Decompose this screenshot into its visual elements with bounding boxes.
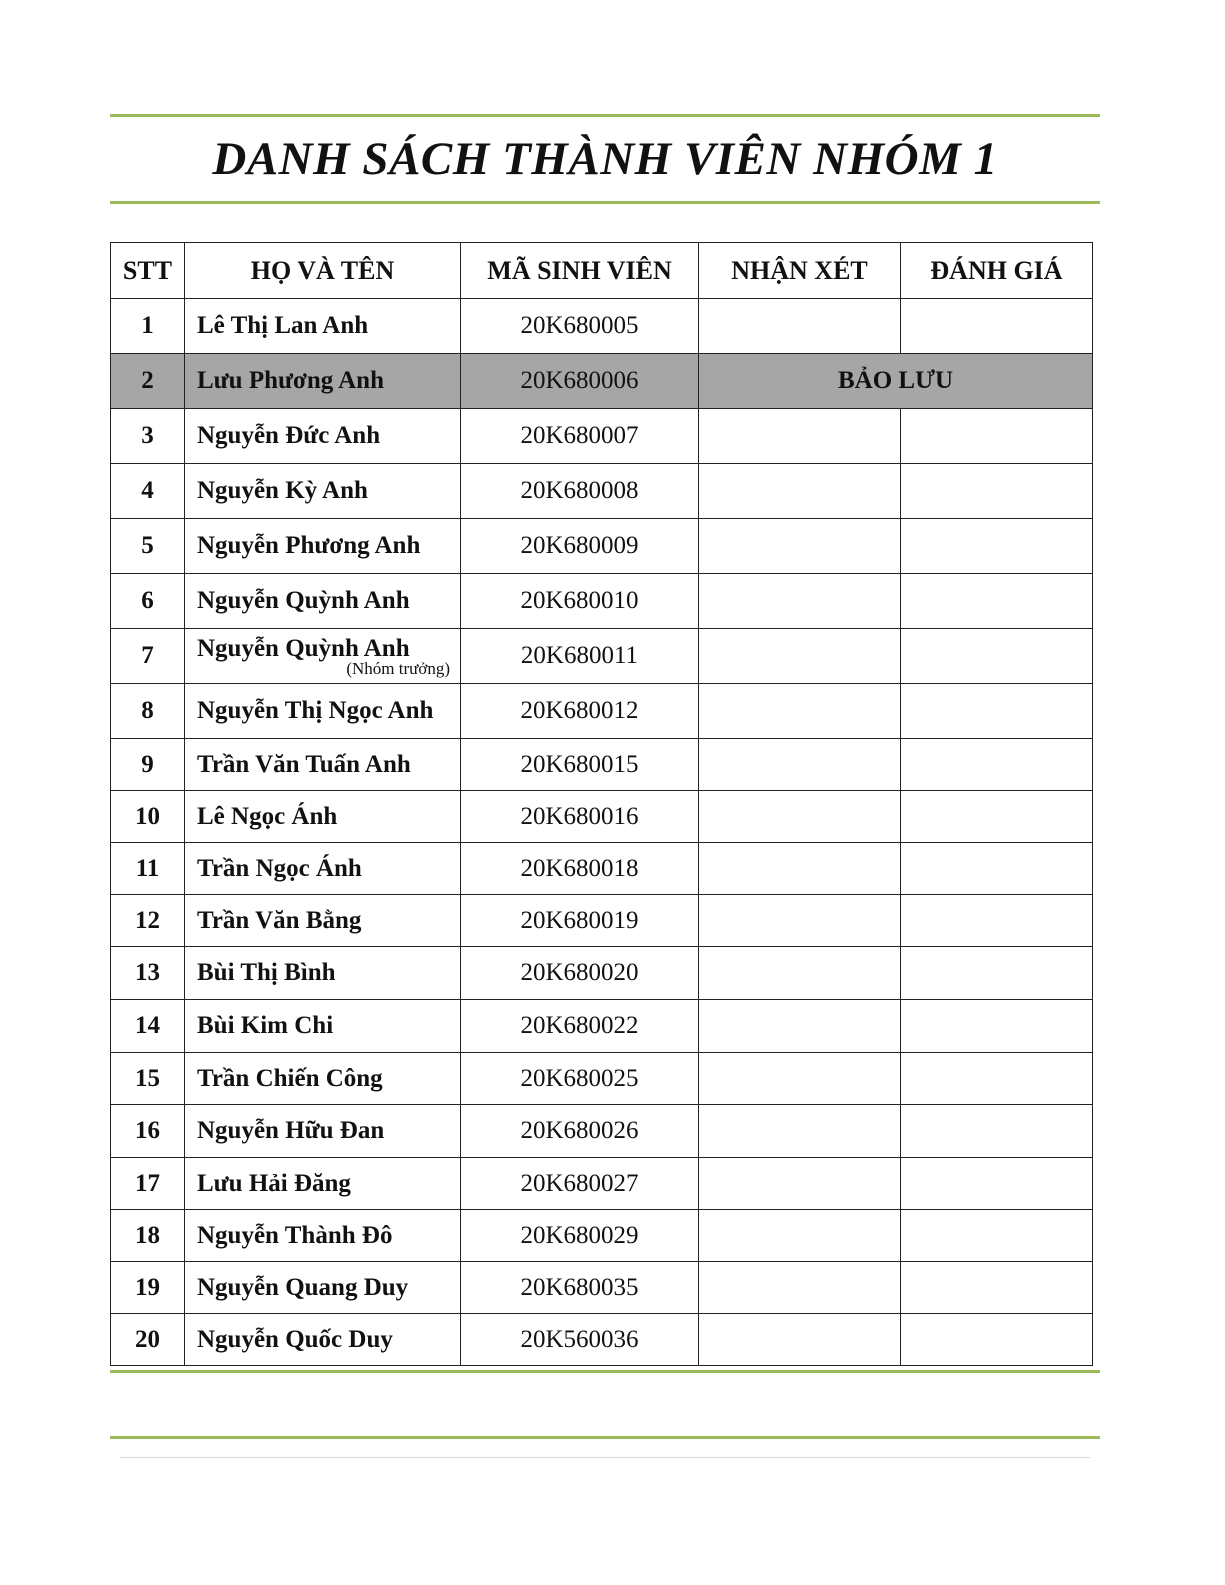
row-comment-cell[interactable] <box>699 1262 901 1314</box>
row-comment-cell[interactable] <box>699 791 901 843</box>
row-student-id: 20K680018 <box>461 843 699 895</box>
row-stt: 2 <box>111 354 185 409</box>
row-stt: 7 <box>111 629 185 684</box>
row-stt: 20 <box>111 1314 185 1366</box>
table-row <box>111 354 1093 409</box>
page-title: DANH SÁCH THÀNH VIÊN NHÓM 1 <box>212 133 998 185</box>
row-full-name: Lưu Phương Anh <box>185 354 461 409</box>
row-student-id: 20K680009 <box>461 519 699 574</box>
row-student-id: 20K680029 <box>461 1210 699 1262</box>
table-row <box>111 1314 1093 1366</box>
table-row <box>111 739 1093 791</box>
table-row <box>111 1053 1093 1105</box>
row-evaluation-cell[interactable] <box>901 791 1093 843</box>
row-evaluation-cell[interactable] <box>901 1158 1093 1210</box>
footer-gray-rule <box>120 1457 1090 1458</box>
row-evaluation-cell[interactable] <box>901 519 1093 574</box>
row-stt: 12 <box>111 895 185 947</box>
row-stt: 8 <box>111 684 185 739</box>
table-row <box>111 574 1093 629</box>
row-stt: 5 <box>111 519 185 574</box>
row-full-name: Nguyễn Thị Ngọc Anh <box>185 684 461 739</box>
footer-green-rule <box>110 1436 1100 1439</box>
table-row <box>111 1210 1093 1262</box>
row-evaluation-cell[interactable] <box>901 895 1093 947</box>
table-header-row <box>111 243 1093 299</box>
table-body <box>111 299 1093 1366</box>
row-comment-cell[interactable] <box>699 1314 901 1366</box>
header-comment: NHẬN XÉT <box>699 243 901 299</box>
table-row <box>111 409 1093 464</box>
row-comment-cell[interactable] <box>699 843 901 895</box>
table-row <box>111 464 1093 519</box>
row-student-id: 20K680035 <box>461 1262 699 1314</box>
row-student-id: 20K680005 <box>461 299 699 354</box>
table-row <box>111 1000 1093 1053</box>
row-stt: 11 <box>111 843 185 895</box>
title-top-rule <box>110 114 1100 117</box>
row-evaluation-cell[interactable] <box>901 684 1093 739</box>
row-student-id: 20K680007 <box>461 409 699 464</box>
row-comment-cell[interactable] <box>699 519 901 574</box>
header-evaluation: ĐÁNH GIÁ <box>901 243 1093 299</box>
row-evaluation-cell[interactable] <box>901 1314 1093 1366</box>
row-full-name: Lưu Hải Đăng <box>185 1158 461 1210</box>
row-evaluation-cell[interactable] <box>901 299 1093 354</box>
row-full-name: Nguyễn Kỳ Anh <box>185 464 461 519</box>
row-student-id: 20K680008 <box>461 464 699 519</box>
header-stt: STT <box>111 243 185 299</box>
table-row <box>111 684 1093 739</box>
row-student-id: 20K680019 <box>461 895 699 947</box>
row-full-name: Trần Văn Bằng <box>185 895 461 947</box>
table-row <box>111 947 1093 1000</box>
row-full-name: Lê Thị Lan Anh <box>185 299 461 354</box>
row-student-id: 20K680026 <box>461 1105 699 1158</box>
row-full-name: Nguyễn Thành Đô <box>185 1210 461 1262</box>
row-full-name: Trần Văn Tuấn Anh <box>185 739 461 791</box>
table-row <box>111 791 1093 843</box>
row-student-id: 20K680022 <box>461 1000 699 1053</box>
table-row <box>111 1105 1093 1158</box>
table-row <box>111 1262 1093 1314</box>
row-evaluation-cell[interactable] <box>901 574 1093 629</box>
header-student-id: MÃ SINH VIÊN <box>461 243 699 299</box>
row-full-name: Lê Ngọc Ánh <box>185 791 461 843</box>
group-leader-note: (Nhóm trưởng) <box>346 658 450 678</box>
row-evaluation-cell[interactable] <box>901 464 1093 519</box>
row-full-name: Trần Chiến Công <box>185 1053 461 1105</box>
row-comment-cell[interactable] <box>699 1000 901 1053</box>
row-comment-cell[interactable] <box>699 895 901 947</box>
row-evaluation-cell[interactable] <box>901 629 1093 684</box>
row-full-name: Nguyễn Quốc Duy <box>185 1314 461 1366</box>
table-row <box>111 629 1093 684</box>
row-stt: 15 <box>111 1053 185 1105</box>
row-full-name: Nguyễn Hữu Đan <box>185 1105 461 1158</box>
row-student-id: 20K680016 <box>461 791 699 843</box>
row-comment-cell[interactable] <box>699 409 901 464</box>
row-stt: 14 <box>111 1000 185 1053</box>
row-stt: 9 <box>111 739 185 791</box>
header-full-name: HỌ VÀ TÊN <box>185 243 461 299</box>
row-stt: 13 <box>111 947 185 1000</box>
table-row <box>111 299 1093 354</box>
row-full-name: Bùi Kim Chi <box>185 1000 461 1053</box>
row-evaluation-cell[interactable] <box>901 947 1093 1000</box>
row-evaluation-cell[interactable] <box>901 409 1093 464</box>
row-stt: 6 <box>111 574 185 629</box>
row-stt: 3 <box>111 409 185 464</box>
row-full-name: Trần Ngọc Ánh <box>185 843 461 895</box>
row-evaluation-cell[interactable] <box>901 1000 1093 1053</box>
table-bottom-rule <box>110 1370 1100 1373</box>
row-comment-cell[interactable] <box>699 299 901 354</box>
row-stt: 1 <box>111 299 185 354</box>
row-full-name: Nguyễn Quỳnh Anh <box>185 574 461 629</box>
title-bottom-rule <box>110 201 1100 204</box>
row-full-name-text: Nguyễn Quỳnh Anh <box>197 634 410 662</box>
row-evaluation-cell[interactable] <box>901 739 1093 791</box>
row-comment-cell[interactable] <box>699 739 901 791</box>
row-student-id: 20K680011 <box>461 629 699 684</box>
row-student-id: 20K680015 <box>461 739 699 791</box>
table-row <box>111 895 1093 947</box>
row-student-id: 20K680020 <box>461 947 699 1000</box>
table-row <box>111 843 1093 895</box>
row-comment-cell[interactable] <box>699 684 901 739</box>
member-table <box>110 242 1093 1366</box>
row-stt: 19 <box>111 1262 185 1314</box>
row-comment-cell[interactable] <box>699 1210 901 1262</box>
row-full-name: Nguyễn Phương Anh <box>185 519 461 574</box>
row-comment-cell[interactable] <box>699 629 901 684</box>
row-student-id: 20K680025 <box>461 1053 699 1105</box>
row-comment-cell[interactable] <box>699 1053 901 1105</box>
row-student-id: 20K680006 <box>461 354 699 409</box>
row-comment-cell[interactable] <box>699 574 901 629</box>
row-student-id: 20K560036 <box>461 1314 699 1366</box>
row-comment-cell[interactable] <box>699 1158 901 1210</box>
row-student-id: 20K680012 <box>461 684 699 739</box>
row-full-name <box>185 629 461 684</box>
row-evaluation-cell[interactable] <box>901 1105 1093 1158</box>
row-evaluation-cell[interactable] <box>901 1210 1093 1262</box>
table-row <box>111 519 1093 574</box>
row-student-id: 20K680027 <box>461 1158 699 1210</box>
row-evaluation-cell[interactable] <box>901 1053 1093 1105</box>
table-row <box>111 1158 1093 1210</box>
row-full-name: Nguyễn Đức Anh <box>185 409 461 464</box>
row-full-name: Nguyễn Quang Duy <box>185 1262 461 1314</box>
row-comment-cell[interactable] <box>699 464 901 519</box>
row-comment-cell[interactable] <box>699 947 901 1000</box>
row-comment-cell[interactable] <box>699 1105 901 1158</box>
row-stt: 17 <box>111 1158 185 1210</box>
row-evaluation-cell[interactable] <box>901 843 1093 895</box>
row-stt: 4 <box>111 464 185 519</box>
row-full-name: Bùi Thị Bình <box>185 947 461 1000</box>
row-student-id: 20K680010 <box>461 574 699 629</box>
row-stt: 16 <box>111 1105 185 1158</box>
archived-status: BẢO LƯU <box>699 354 1093 409</box>
row-evaluation-cell[interactable] <box>901 1262 1093 1314</box>
row-stt: 18 <box>111 1210 185 1262</box>
row-stt: 10 <box>111 791 185 843</box>
